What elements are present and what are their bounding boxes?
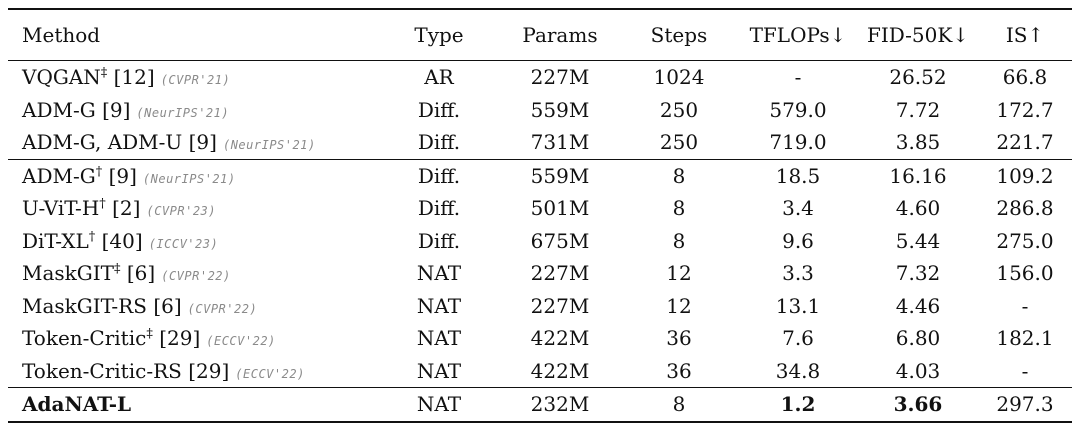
tflops-cell: 3.3 <box>782 261 814 286</box>
table-row <box>8 225 1072 258</box>
params-cell: 501M <box>530 196 590 221</box>
method-name: ADM-G <box>22 163 96 188</box>
venue-label: (NeurIPS'21) <box>222 138 316 153</box>
fid-cell: 16.16 <box>889 163 947 188</box>
col-header-type: Type <box>378 9 500 61</box>
fid-cell: 4.46 <box>895 293 941 318</box>
tflops-cell: 9.6 <box>782 228 814 253</box>
citation-ref: [29] <box>188 358 230 383</box>
is-cell: - <box>1021 293 1029 318</box>
is-cell: 221.7 <box>978 126 1072 159</box>
table-row <box>8 355 1072 388</box>
type-cell: NAT <box>416 261 462 286</box>
results-table <box>8 8 1072 423</box>
method-name: Token-Critic-RS <box>22 358 182 383</box>
type-cell: NAT <box>378 355 500 388</box>
method-cell <box>8 192 378 225</box>
steps-cell: 8 <box>672 228 686 253</box>
steps-cell: 250 <box>620 126 738 159</box>
is-cell: 275.0 <box>996 228 1054 253</box>
citation-ref: [6] <box>126 261 156 286</box>
fid-cell: 7.72 <box>895 97 941 122</box>
method-name: DiT-XL <box>22 228 89 253</box>
params-cell: 232M <box>500 388 620 422</box>
params-cell: 559M <box>530 163 590 188</box>
is-cell: - <box>978 355 1072 388</box>
method-name: Token-Critic <box>22 326 147 351</box>
method-footnote-mark: ‡ <box>114 261 121 277</box>
table-row <box>8 257 1072 290</box>
params-cell: 422M <box>530 326 590 351</box>
is-cell: 286.8 <box>996 196 1054 221</box>
method-cell <box>8 257 378 290</box>
col-header-method: Method <box>8 9 378 61</box>
highlight-row <box>8 388 1072 422</box>
col-header-tflops: TFLOPs↓ <box>738 9 858 61</box>
type-cell: Diff. <box>417 97 461 122</box>
table-row <box>8 322 1072 355</box>
venue-label: (ECCV'22) <box>235 366 305 381</box>
venue-label: (ECCV'22) <box>206 334 276 349</box>
tflops-cell: 18.5 <box>775 163 821 188</box>
venue-label: (NeurIPS'21) <box>136 105 230 120</box>
method-footnote-mark: ‡ <box>146 326 153 342</box>
method-cell <box>8 355 378 388</box>
method-name: VQGAN <box>22 65 101 90</box>
type-cell: NAT <box>378 388 500 422</box>
citation-ref: [9] <box>108 163 137 188</box>
venue-label: (ICCV'23) <box>148 236 219 251</box>
method-name: MaskGIT-RS <box>22 293 147 318</box>
steps-cell: 12 <box>666 293 692 318</box>
params-cell: 675M <box>530 228 590 253</box>
col-header-params: Params <box>500 9 620 61</box>
is-cell: 297.3 <box>978 388 1072 422</box>
params-cell: 227M <box>530 293 590 318</box>
method-cell <box>8 388 378 422</box>
method-name: U-ViT-H <box>22 196 100 221</box>
table-row <box>8 126 1072 159</box>
method-name: ADM-G <box>22 97 96 122</box>
venue-label: (CVPR'21) <box>160 73 231 88</box>
fid-cell: 4.60 <box>895 196 941 221</box>
col-header-steps: Steps <box>620 9 738 61</box>
type-cell: Diff. <box>417 196 461 221</box>
tflops-cell: 3.4 <box>782 196 814 221</box>
results-table-container <box>8 8 1072 423</box>
type-cell: AR <box>424 65 454 90</box>
steps-cell: 36 <box>666 326 692 351</box>
table-row <box>8 159 1072 192</box>
is-cell: 182.1 <box>996 326 1054 351</box>
citation-ref: [9] <box>102 97 131 122</box>
type-cell: NAT <box>416 326 462 351</box>
type-cell: NAT <box>416 293 462 318</box>
table-row <box>8 61 1072 94</box>
tflops-cell: 1.2 <box>738 388 858 422</box>
is-cell: 172.7 <box>996 97 1054 122</box>
method-cell <box>8 290 378 323</box>
method-name: MaskGIT <box>22 261 115 286</box>
params-cell: 559M <box>530 97 590 122</box>
method-name: AdaNAT-L <box>22 392 132 417</box>
tflops-cell: 34.8 <box>738 355 858 388</box>
table-body <box>8 61 1072 422</box>
tflops-cell: - <box>794 65 802 90</box>
method-footnote-mark: † <box>99 196 106 212</box>
tflops-cell: 579.0 <box>769 97 827 122</box>
method-cell <box>8 61 378 94</box>
tflops-cell: 719.0 <box>738 126 858 159</box>
method-cell <box>8 94 378 127</box>
method-footnote-mark: † <box>88 229 96 245</box>
table-row <box>8 192 1072 225</box>
table-row <box>8 290 1072 323</box>
is-cell: 66.8 <box>1002 65 1048 90</box>
method-cell <box>8 159 378 192</box>
params-cell: 227M <box>530 261 590 286</box>
citation-ref: [12] <box>113 65 155 90</box>
fid-cell: 6.80 <box>895 326 941 351</box>
steps-cell: 8 <box>672 196 686 221</box>
citation-ref: [6] <box>153 293 182 318</box>
venue-label: (NeurIPS'21) <box>142 171 236 186</box>
venue-label: (CVPR'22) <box>187 301 258 316</box>
table-row <box>8 94 1072 127</box>
fid-cell: 4.03 <box>858 355 978 388</box>
citation-ref: [9] <box>188 130 217 155</box>
method-cell <box>8 225 378 258</box>
steps-cell: 1024 <box>653 65 705 90</box>
fid-cell: 5.44 <box>895 228 941 253</box>
tflops-cell: 7.6 <box>782 326 814 351</box>
method-name: ADM-G, ADM-U <box>22 130 183 155</box>
type-cell: Diff. <box>378 126 500 159</box>
steps-cell: 36 <box>620 355 738 388</box>
fid-cell: 3.66 <box>858 388 978 422</box>
venue-label: (CVPR'22) <box>161 269 231 284</box>
venue-label: (CVPR'23) <box>146 204 216 219</box>
steps-cell: 8 <box>672 163 686 188</box>
citation-ref: [29] <box>159 326 201 351</box>
col-header-fid: FID-50K↓ <box>858 9 978 61</box>
fid-cell: 3.85 <box>858 126 978 159</box>
method-footnote-mark: † <box>95 164 103 180</box>
method-cell <box>8 322 378 355</box>
type-cell: Diff. <box>417 228 461 253</box>
is-cell: 156.0 <box>996 261 1054 286</box>
params-cell: 227M <box>530 65 590 90</box>
citation-ref: [40] <box>101 228 143 253</box>
type-cell: Diff. <box>417 163 461 188</box>
steps-cell: 8 <box>620 388 738 422</box>
fid-cell: 26.52 <box>889 65 947 90</box>
tflops-cell: 13.1 <box>775 293 821 318</box>
header-row <box>8 9 1072 61</box>
steps-cell: 250 <box>659 97 699 122</box>
citation-ref: [2] <box>112 196 141 221</box>
steps-cell: 12 <box>666 261 692 286</box>
method-footnote-mark: ‡ <box>100 65 108 81</box>
params-cell: 731M <box>500 126 620 159</box>
method-cell <box>8 126 378 159</box>
fid-cell: 7.32 <box>895 261 941 286</box>
col-header-is: IS↑ <box>978 9 1072 61</box>
params-cell: 422M <box>500 355 620 388</box>
is-cell: 109.2 <box>996 163 1054 188</box>
